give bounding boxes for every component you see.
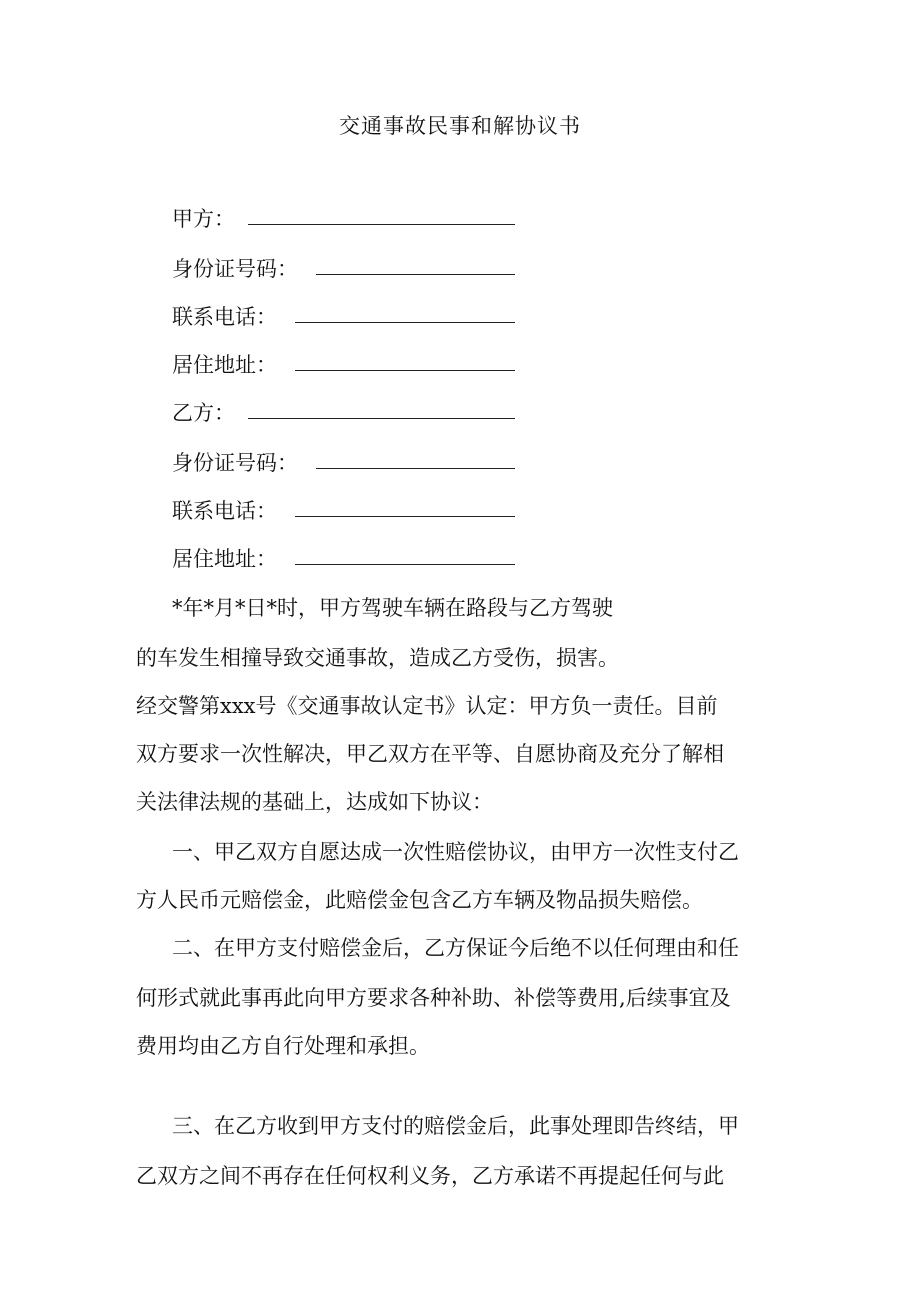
body-line: 乙双方之间不再存在任何权利义务，乙方承诺不再提起任何与此 <box>136 1164 724 1188</box>
party-b-phone-field <box>172 496 517 526</box>
body-line: 费用均由乙方自行处理和承担。 <box>136 1034 430 1058</box>
body-line: 经交警第xxx号《交通事故认定书》认定：甲方负一责任。目前 <box>136 694 718 718</box>
party-a-address-label: 居住地址： <box>172 353 277 377</box>
party-a-name-field <box>172 204 517 234</box>
party-b-phone-blank[interactable] <box>295 516 515 517</box>
party-b-name-label: 乙方： <box>172 401 235 425</box>
party-a-phone-field <box>172 302 517 332</box>
body-line: 方人民币元赔偿金，此赔偿金包含乙方车辆及物品损失赔偿。 <box>136 888 703 912</box>
body-line: 的车发生相撞导致交通事故，造成乙方受伤，损害。 <box>136 646 619 670</box>
party-a-address-field <box>172 350 517 380</box>
party-a-address-blank[interactable] <box>295 370 515 371</box>
body-line: 双方要求一次性解决，甲乙双方在平等、自愿协商及充分了解相 <box>136 742 724 766</box>
document-title: 交通事故民事和解协议书 <box>339 114 581 138</box>
party-a-phone-label: 联系电话： <box>172 305 277 329</box>
body-line: 一、甲乙双方自愿达成一次性赔偿协议，由甲方一次性支付乙 <box>172 840 739 864</box>
body-line: 何形式就此事再此向甲方要求各种补助、补偿等费用,后续事宜及 <box>136 986 731 1010</box>
party-b-id-label: 身份证号码： <box>172 451 298 475</box>
party-b-phone-label: 联系电话： <box>172 499 277 523</box>
body-line: 关法律法规的基础上，达成如下协议： <box>136 790 493 814</box>
party-b-id-field <box>172 448 517 478</box>
party-b-address-blank[interactable] <box>295 564 515 565</box>
party-b-name-field <box>172 398 517 428</box>
body-line: 三、在乙方收到甲方支付的赔偿金后，此事处理即告终结，甲 <box>172 1114 739 1138</box>
party-b-name-blank[interactable] <box>248 418 515 419</box>
party-a-id-label: 身份证号码： <box>172 257 298 281</box>
party-a-id-field <box>172 254 517 284</box>
party-a-phone-blank[interactable] <box>295 322 515 323</box>
party-b-id-blank[interactable] <box>316 468 515 469</box>
party-b-address-label: 居住地址： <box>172 547 277 571</box>
party-b-address-field <box>172 544 517 574</box>
party-a-id-blank[interactable] <box>316 274 515 275</box>
party-a-name-blank[interactable] <box>248 224 515 225</box>
body-line: 二、在甲方支付赔偿金后，乙方保证今后绝不以任何理由和任 <box>172 936 739 960</box>
body-line: *年*月*日*时，甲方驾驶车辆在路段与乙方驾驶 <box>172 596 613 620</box>
party-a-name-label: 甲方： <box>172 207 235 231</box>
